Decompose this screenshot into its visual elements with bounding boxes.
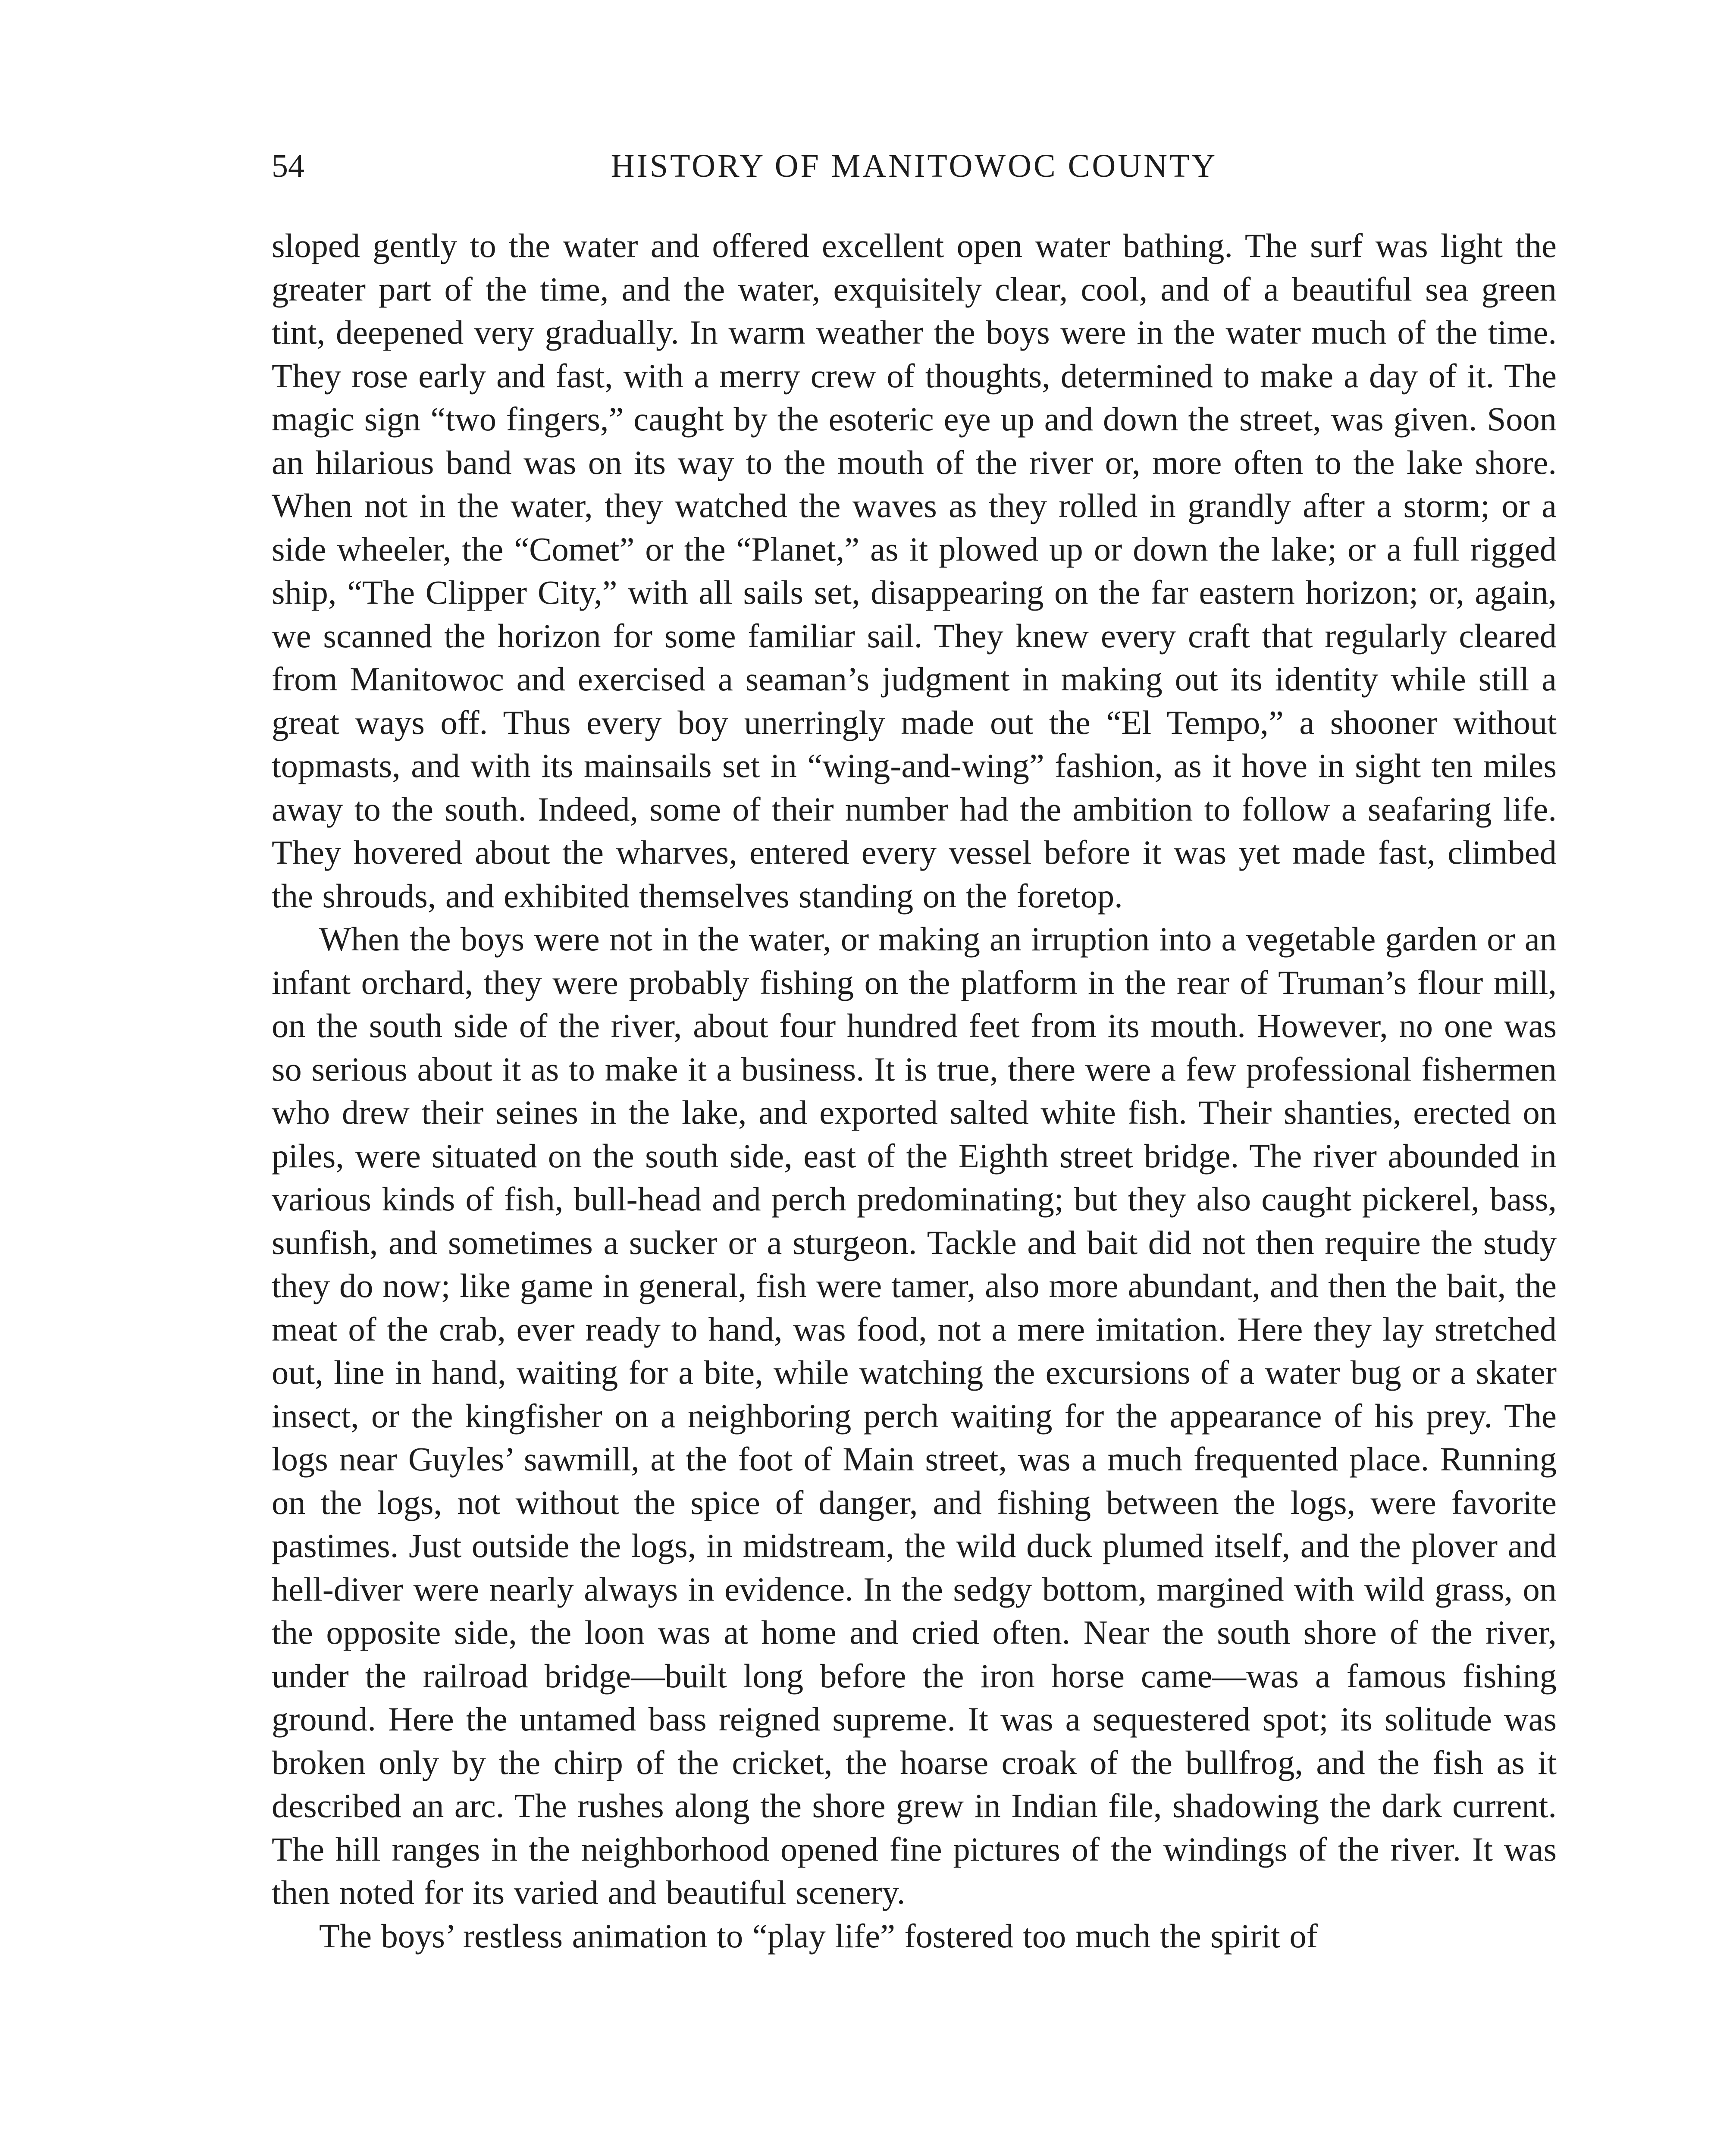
paragraph: The boys’ restless animation to “play life” fostered too much the spirit of [319,1917,1318,1955]
running-head: HISTORY OF MANITOWOC COUNTY [611,148,1218,184]
paragraph-continued: sloped gently to the water and offered excellent open water bathing. The surf was light the greater part of the time, and the water, exquisitely clear, cool, and of a beautiful sea green tint, deepened very gradually. In warm weather the boys were in the water much of the time. They rose early and fast, with a merry crew of thoughts, determined to make a day of it. The magic sign “two fingers,” caught by the esoteric eye up and down the street, was given. Soon an hilarious band was on its way to the mouth of the river or, more often to the lake shore. When not in the water, they watched the waves as they rolled in grandly after a storm; or a side wheeler, the “Comet” or the “Planet,” as it plowed up or down the lake; or a full rigged ship, “The Clipper City,” with all sails set, disappearing on the far eastern horizon; or, again, we scanned the horizon for some familiar sail. They knew every craft that regularly cleared from Manitowoc and exercised a seaman’s judgment in making out its identity while still a great ways off. Thus every boy unerringly made out the “El Tempo,” a shooner without topmasts, and with its mainsails set in “wing-and-wing” fashion, as it hove in sight ten miles away to the south. Indeed, some of their number had the ambition to follow a seafaring life. They hovered about the wharves, entered every vessel before it was yet made fast, climbed the shrouds, and exhibited themselves standing on the foretop. [272,227,1557,915]
page-header [272,142,1557,190]
body-text [272,224,1557,1958]
page-number: 54 [272,148,304,184]
paragraph: When the boys were not in the water, or making an irruption into a vegetable garden or an infant orchard, they were probably fishing on the platform in the rear of Truman’s flour mill, on the south side of the river, about four hundred feet from its mouth. However, no one was so serious about it as to make it a business. It is true, there were a few professional fishermen who drew their seines in the lake, and exported salted white fish. Their shanties, erected on piles, were situated on the south side, east of the Eighth street bridge. The river abounded in various kinds of fish, bull-head and perch predominating; but they also caught pickerel, bass, sunfish, and sometimes a sucker or a sturgeon. Tackle and bait did not then require the study they do now; like game in general, fish were tamer, also more abundant, and then the bait, the meat of the crab, ever ready to hand, was food, not a mere imitation. Here they lay stretched out, line in hand, waiting for a bite, while watching the excursions of a water bug or a skater insect, or the kingfisher on a neighboring perch waiting for the appearance of his prey. The logs near Guyles’ sawmill, at the foot of Main street, was a much frequented place. Running on the logs, not without the spice of danger, and fishing between the logs, were favorite pastimes. Just outside the logs, in midstream, the wild duck plumed itself, and the plover and hell-diver were nearly always in evidence. In the sedgy bottom, margined with wild grass, on the opposite side, the loon was at home and cried often. Near the south shore of the river, under the railroad bridge—built long before the iron horse came—was a famous fishing ground. Here the untamed bass reigned supreme. It was a sequestered spot; its solitude was broken only by the chirp of the cricket, the hoarse croak of the bullfrog, and the fish as it described an arc. The rushes along the shore grew in Indian file, shadowing the dark current. The hill ranges in the neighborhood opened fine pictures of the windings of the river. It was then noted for its varied and beautiful scenery. [272,920,1557,1911]
